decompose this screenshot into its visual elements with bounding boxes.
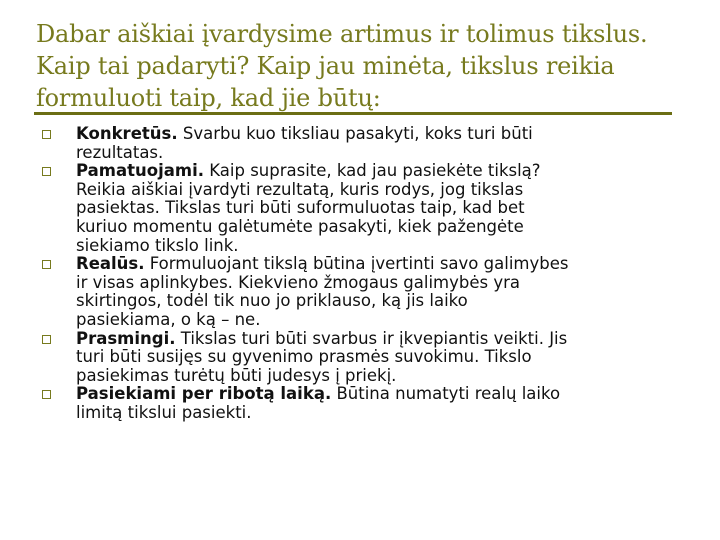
bullet-term: Konkretūs. [76,124,178,143]
bullet-text: Svarbu kuo tiksliau pasakyti, koks turi būti [177,124,533,143]
square-bullet-icon [42,335,51,344]
bullet-line: ir visas aplinkybes. Kiekvieno žmogaus galimybės yra [76,272,521,292]
bullet-line [76,330,682,349]
bullet-text: Tikslas turi būti svarbus ir įkvepiantis veikti. Jis [175,328,568,348]
bullet-line: kuriuo momentu galėtumėte pasakyti, kiek pažengėte [76,216,524,236]
title-line: Dabar aiškiai įvardysime artimus ir tolimus tikslus. [36,20,648,48]
square-bullet-icon [42,390,51,399]
bullet-line: pasiekiama, o ką – ne. [76,309,261,329]
bullet-line: turi būti susijęs su gyvenimo prasmės suvokimu. Tikslo [76,347,532,367]
square-bullet-icon [42,130,51,139]
bullet-line [76,385,682,404]
bullet-line: pasiektas. Tikslas turi būti suformuluotas taip, kad bet [76,198,525,218]
bullet-line: skirtingos, todėl tik nuo jo priklauso, ką jis laiko [76,291,468,311]
bullet-item-realus [42,255,682,329]
bullet-line [76,162,682,181]
bullet-line: siekiamo tikslo link. [76,235,239,255]
slide-title [36,18,696,114]
bullet-line [76,125,682,144]
bullet-line: limitą tikslui pasiekti. [76,402,252,422]
bullet-item-pamatuojami [42,162,682,255]
bullet-term: Prasmingi. [76,328,176,348]
square-bullet-icon [42,260,51,269]
title-line: formuluoti taip, kad jie būtų: [36,84,381,112]
title-underline [34,112,672,115]
bullet-line: Reikia aiškiai įvardyti rezultatą, kuris rodys, jog tikslas [76,179,524,199]
bullet-text: Būtina numatyti realų laiko [331,384,561,404]
bullet-item-prasmingi [42,330,682,386]
bullet-line: rezultatas. [76,142,164,162]
title-line: Kaip tai padaryti? Kaip jau minėta, tikslus reikia [36,52,615,80]
square-bullet-icon [42,167,51,176]
bullet-item-konkretus [42,125,682,162]
bullet-text: Formuluojant tikslą būtina įvertinti savo galimybes [144,254,569,274]
bullet-text: Kaip suprasite, kad jau pasiekėte tikslą? [204,161,541,181]
bullet-item-pasiekiami [42,385,682,422]
bullet-list [42,125,682,423]
bullet-term: Pamatuojami. [76,161,204,181]
bullet-term: Pasiekiami per ribotą laiką. [76,384,332,404]
bullet-line [76,255,682,274]
bullet-term: Realūs. [76,254,145,274]
bullet-line: pasiekimas turėtų būti judesys į priekį. [76,365,397,385]
